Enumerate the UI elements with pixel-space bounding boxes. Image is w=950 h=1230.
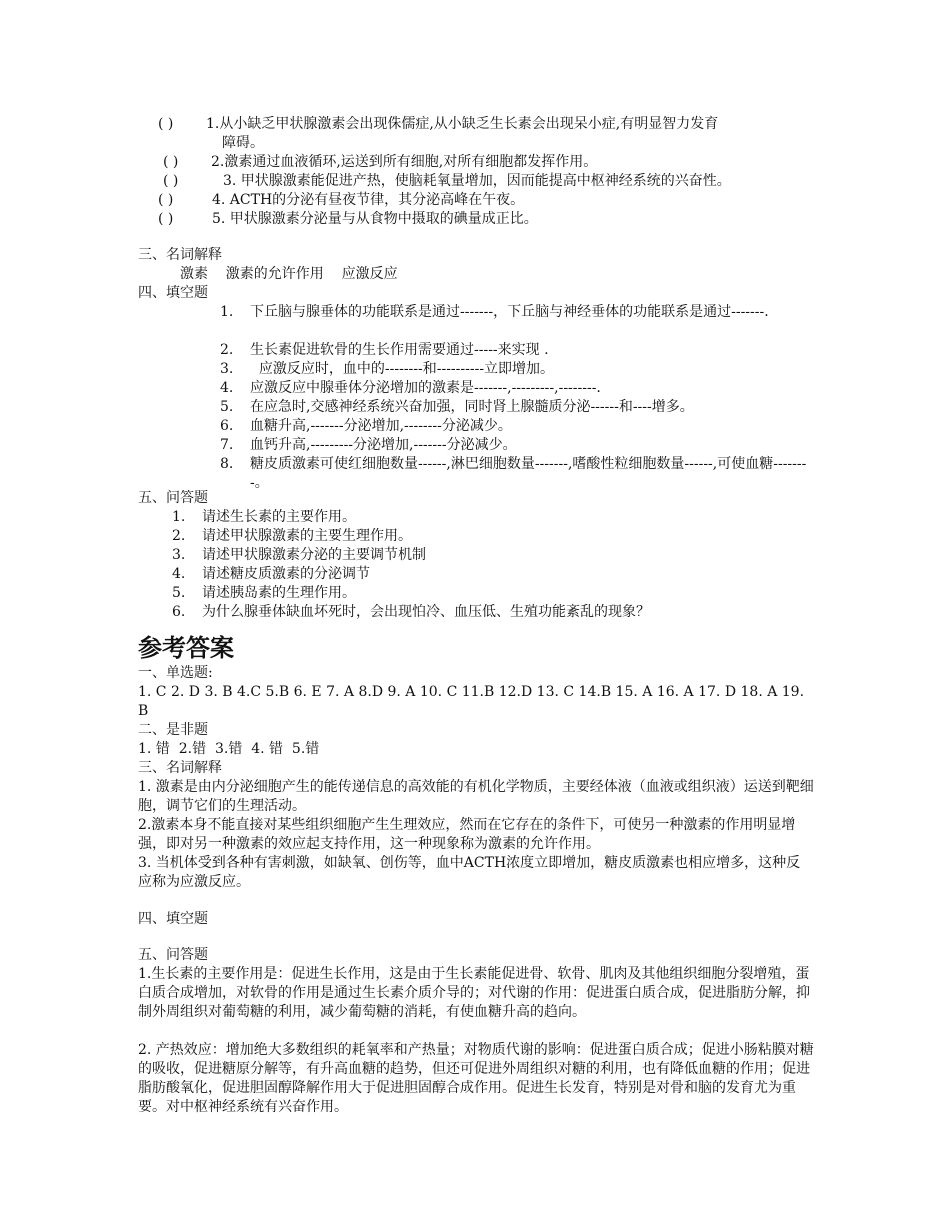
item-number: 5. [220, 399, 234, 415]
item-number: 2. [220, 342, 234, 358]
tf-question-3 [163, 172, 812, 191]
answers-tf-list: 1. 错 2.错 3.错 4. 错 5.错 [138, 741, 320, 757]
item-number: 1. [220, 304, 234, 320]
answer-blank: ( ) [158, 211, 174, 227]
item-text: 请述胰岛素的生理作用。 [202, 585, 356, 601]
item-text: 为什么腺垂体缺血坏死时，会出现怕冷、血压低、生殖功能紊乱的现象？ [202, 604, 650, 620]
answers-term-1: 1. 激素是由内分泌细胞产生的能传递信息的高效能的有机化学物质，主要经体液（血液或组织液）运送到靶细胞，调节它们的生理活动。 [138, 779, 814, 814]
item-number: 4. [220, 380, 234, 396]
question-text: 3. 甲状腺激素能促进产热，使脑耗氧量增加，因而能提高中枢神经系统的兴奋性。 [223, 173, 731, 189]
qa-item-4 [172, 565, 812, 584]
qa-item-2 [172, 527, 812, 546]
item-text: 应激反应中腺垂体分泌增加的激素是-------,---------,--------. [250, 380, 601, 396]
qa-item-3 [172, 546, 812, 565]
answers-qa-2: 2. 产热效应：增加绝大多数组织的耗氧率和产热量；对物质代谢的影响：促进蛋白质合成；促进小肠粘膜对糖的吸收，促进糖原分解等，有升高血糖的趋势，但还可促进外周组织对糖的利用，也有降低血糖的作用；促进脂肪酸氧化，促进胆固醇降解作用大于促进胆固醇合成作用。促进生长发育，特别是对骨和脑的发育尤为重要。对中枢神经系统有兴奋作用。 [138, 1042, 814, 1115]
item-text: 下丘脑与腺垂体的功能联系是通过-------，下丘脑与神经垂体的功能联系是通过-------. [250, 304, 769, 320]
item-number: 7. [220, 437, 234, 453]
tf-question-4 [158, 191, 812, 210]
item-number: 6. [172, 604, 186, 620]
answers-term-2: 2.激素本身不能直接对某些组织细胞产生生理效应，然而在它存在的条件下，可使另一种激素的作用明显增强，即对另一种激素的效应起支持作用，这一种现象称为激素的允许作用。 [138, 817, 796, 852]
item-text: 生长素促进软骨的生长作用需要通过-----来实现 . [250, 342, 549, 358]
qa-item-5 [172, 584, 812, 603]
fill-item-3 [220, 360, 812, 379]
item-text: 应激反应时，血中的--------和----------立即增加。 [250, 361, 555, 377]
fill-item-7 [220, 436, 812, 455]
qa-item-6 [172, 603, 812, 622]
section-title-terms: 三、名词解释 [138, 247, 222, 263]
answers-qa-title: 五、问答题 [138, 947, 208, 963]
answers-fill-title: 四、填空题 [138, 911, 208, 927]
item-text: 血糖升高,-------分泌增加,--------分泌减少。 [250, 418, 512, 434]
fill-item-4 [220, 379, 812, 398]
item-number: 6. [220, 418, 234, 434]
fill-item-2 [220, 341, 812, 360]
item-number: 3. [220, 361, 234, 377]
answers-mc-title: 一、单选题: [138, 665, 213, 681]
question-text: 1.从小缺乏甲状腺激素会出现侏儒症,从小缺乏生长素会出现呆小症,有明显智力发育 [206, 116, 719, 132]
fill-item-1 [220, 303, 812, 322]
fill-item-5 [220, 398, 812, 417]
tf-question-1 [158, 115, 812, 134]
question-text: 5. 甲状腺激素分泌量与从食物中摄取的碘量成正比。 [212, 211, 538, 227]
fill-item-8 [220, 455, 812, 493]
item-number: 2. [172, 528, 186, 544]
answer-blank: ( ) [158, 116, 174, 132]
section-title-qa: 五、问答题 [138, 490, 208, 506]
answers-tf-title: 二、是非题 [138, 722, 208, 738]
item-text: 糖皮质激素可使红细胞数量------,淋巴细胞数量-------,嗜酸性粒细胞数量------,可使血糖--------。 [250, 456, 807, 491]
question-text: 4. ACTH的分泌有昼夜节律，其分泌高峰在午夜。 [212, 192, 525, 208]
answers-terms-title: 三、名词解释 [138, 760, 222, 776]
item-text: 请述甲状腺激素分泌的主要调节机制 [202, 547, 426, 563]
item-text: 请述甲状腺激素的主要生理作用。 [202, 528, 412, 544]
answer-blank: ( ) [163, 154, 179, 170]
item-text: 请述生长素的主要作用。 [202, 509, 356, 525]
tf-question-2 [163, 153, 812, 172]
item-text: 请述糖皮质激素的分泌调节 [202, 566, 370, 582]
item-number: 8. [220, 456, 234, 472]
answer-blank: ( ) [158, 192, 174, 208]
answer-blank: ( ) [163, 173, 179, 189]
tf-question-5 [158, 210, 812, 229]
item-text: 血钙升高,---------分泌增加,-------分泌减少。 [250, 437, 517, 453]
answers-heading: 参考答案 [138, 634, 234, 662]
answers-qa-1: 1.生长素的主要作用是：促进生长作用，这是由于生长素能促进骨、软骨、肌肉及其他组织细胞分裂增殖，蛋白质合成增加，对软骨的作用是通过生长素介质介导的；对代谢的作用：促进蛋白质合成，促进脂肪分解，抑制外周组织对葡萄糖的利用，减少葡萄糖的消耗，有使血糖升高的趋向。 [138, 966, 810, 1020]
terms-list: 激素 激素的允许作用 应激反应 [180, 266, 398, 282]
item-number: 5. [172, 585, 186, 601]
tf-question-1-continued: 障碍。 [222, 135, 264, 151]
item-number: 3. [172, 547, 186, 563]
answers-term-3: 3. 当机体受到各种有害刺激，如缺氧、创伤等，血中ACTH浓度立即增加，糖皮质激素也相应增多，这种反应称为应激反应。 [138, 855, 801, 890]
item-text: 在应急时,交感神经系统兴奋加强，同时肾上腺髓质分泌------和----增多。 [250, 399, 694, 415]
item-number: 4. [172, 566, 186, 582]
question-text: 2.激素通过血液循环,运送到所有细胞,对所有细胞都发挥作用。 [211, 154, 598, 170]
fill-item-6 [220, 417, 812, 436]
answers-mc-list: 1. C 2. D 3. B 4.C 5.B 6. E 7. A 8.D 9. A 10. C 11.B 12.D 13. C 14.B 15. A 16. A 17. D 18. A 19. B [138, 684, 805, 719]
qa-item-1 [172, 508, 812, 527]
section-title-fill-blank: 四、填空题 [138, 285, 208, 301]
item-number: 1. [172, 509, 186, 525]
